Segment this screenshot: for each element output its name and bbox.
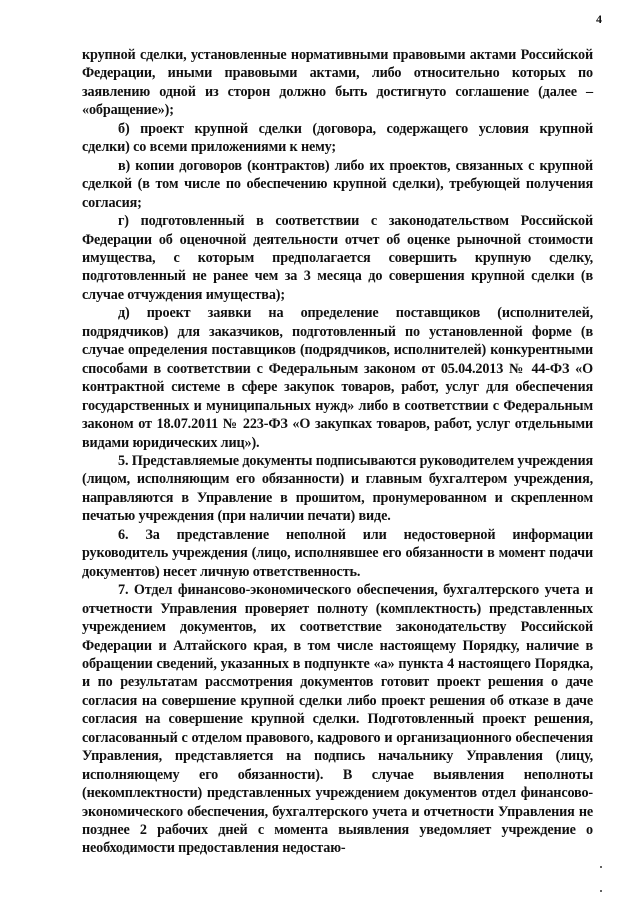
paragraph-5: 5. Представляемые документы подписываются руководителем учреждения (лицом, исполняющим его обязанности) и главным бухгалтером учреждения, направляются в Управление в прошитом, пронумерованном и скрепленном печатью учреждения (при наличии печати) виде. <box>82 452 593 525</box>
paragraph-continuation: крупной сделки, установленные нормативными правовыми актами Российской Федерации, иными правовыми актами, либо относительно которых по заявлению одной из сторон должно быть достигнуто соглашение (далее – «обращение»); <box>82 47 593 119</box>
paragraph-item-d: д) проект заявки на определение поставщиков (исполнителей, подрядчиков) для заказчиков, подготовленный по установленной форме (в случае определения поставщиков (подрядчиков, исполнителей) конкурентными способами в соответствии с Федеральным законом от 05.04.2013 № 44-ФЗ «О контрактной системе в сфере закупок товаров, работ, услуг для обеспечения государственных и муниципальных нужд» либо в соответствии с Федеральным законом от 18.07.2011 № 223-ФЗ «О закупках товаров, работ, услуг отдельными видами юридических лиц»). <box>82 305 593 451</box>
scan-speck <box>600 866 602 868</box>
scan-speck <box>600 890 602 892</box>
paragraph-6: 6. За представление неполной или недостоверной информации руководитель учреждения (лицо, исполнявшее его обязанности в момент подачи документов) несет личную ответственность. <box>82 526 593 580</box>
paragraph-7: 7. Отдел финансово-экономического обеспечения, бухгалтерского учета и отчетности Управления проверяет полноту (комплектность) представленных учреждением документов, их соответствие законодательству Российской Федерации и Алтайского края, в том числе настоящему Порядку, наличие в обращении сведений, указанных в подпункте «а» пункта 4 настоящего Порядка, и по результатам рассмотрения документов готовит проект решения о даче согласия на совершение крупной сделки либо проект решения об отказе в даче согласия на совершение крупной сделки. Подготовленный проект решения, согласованный с отделом правового, кадрового и организационного обеспечения Управления, представляется на подпись начальнику Управления (лицу, исполняющему его обязанности). В случае выявления неполноты (некомплектности) представленных учреждением документов отдел финансово-экономического обеспечения, бухгалтерского учета и отчетности Управления не позднее 2 рабочих дней с момента выявления уведомляет учреждение о необходимости предоставления недостаю- <box>82 582 593 857</box>
page-number: 4 <box>596 12 602 26</box>
paragraph-item-b: б) проект крупной сделки (договора, содержащего условия крупной сделки) со всеми приложениями к нему; <box>82 120 593 156</box>
paragraph-item-v: в) копии договоров (контрактов) либо их проектов, связанных с крупной сделкой (в том числе по обеспечению крупной сделки), требующей получения согласия; <box>82 157 593 211</box>
paragraph-item-g: г) подготовленный в соответствии с законодательством Российской Федерации об оценочной деятельности отчет об оценке рыночной стоимости имущества, с которым предполагается совершить крупную сделку, подготовленный не ранее чем за 3 месяца до совершения крупной сделки (в случае отчуждения имущества); <box>82 213 593 303</box>
document-body <box>82 46 593 858</box>
